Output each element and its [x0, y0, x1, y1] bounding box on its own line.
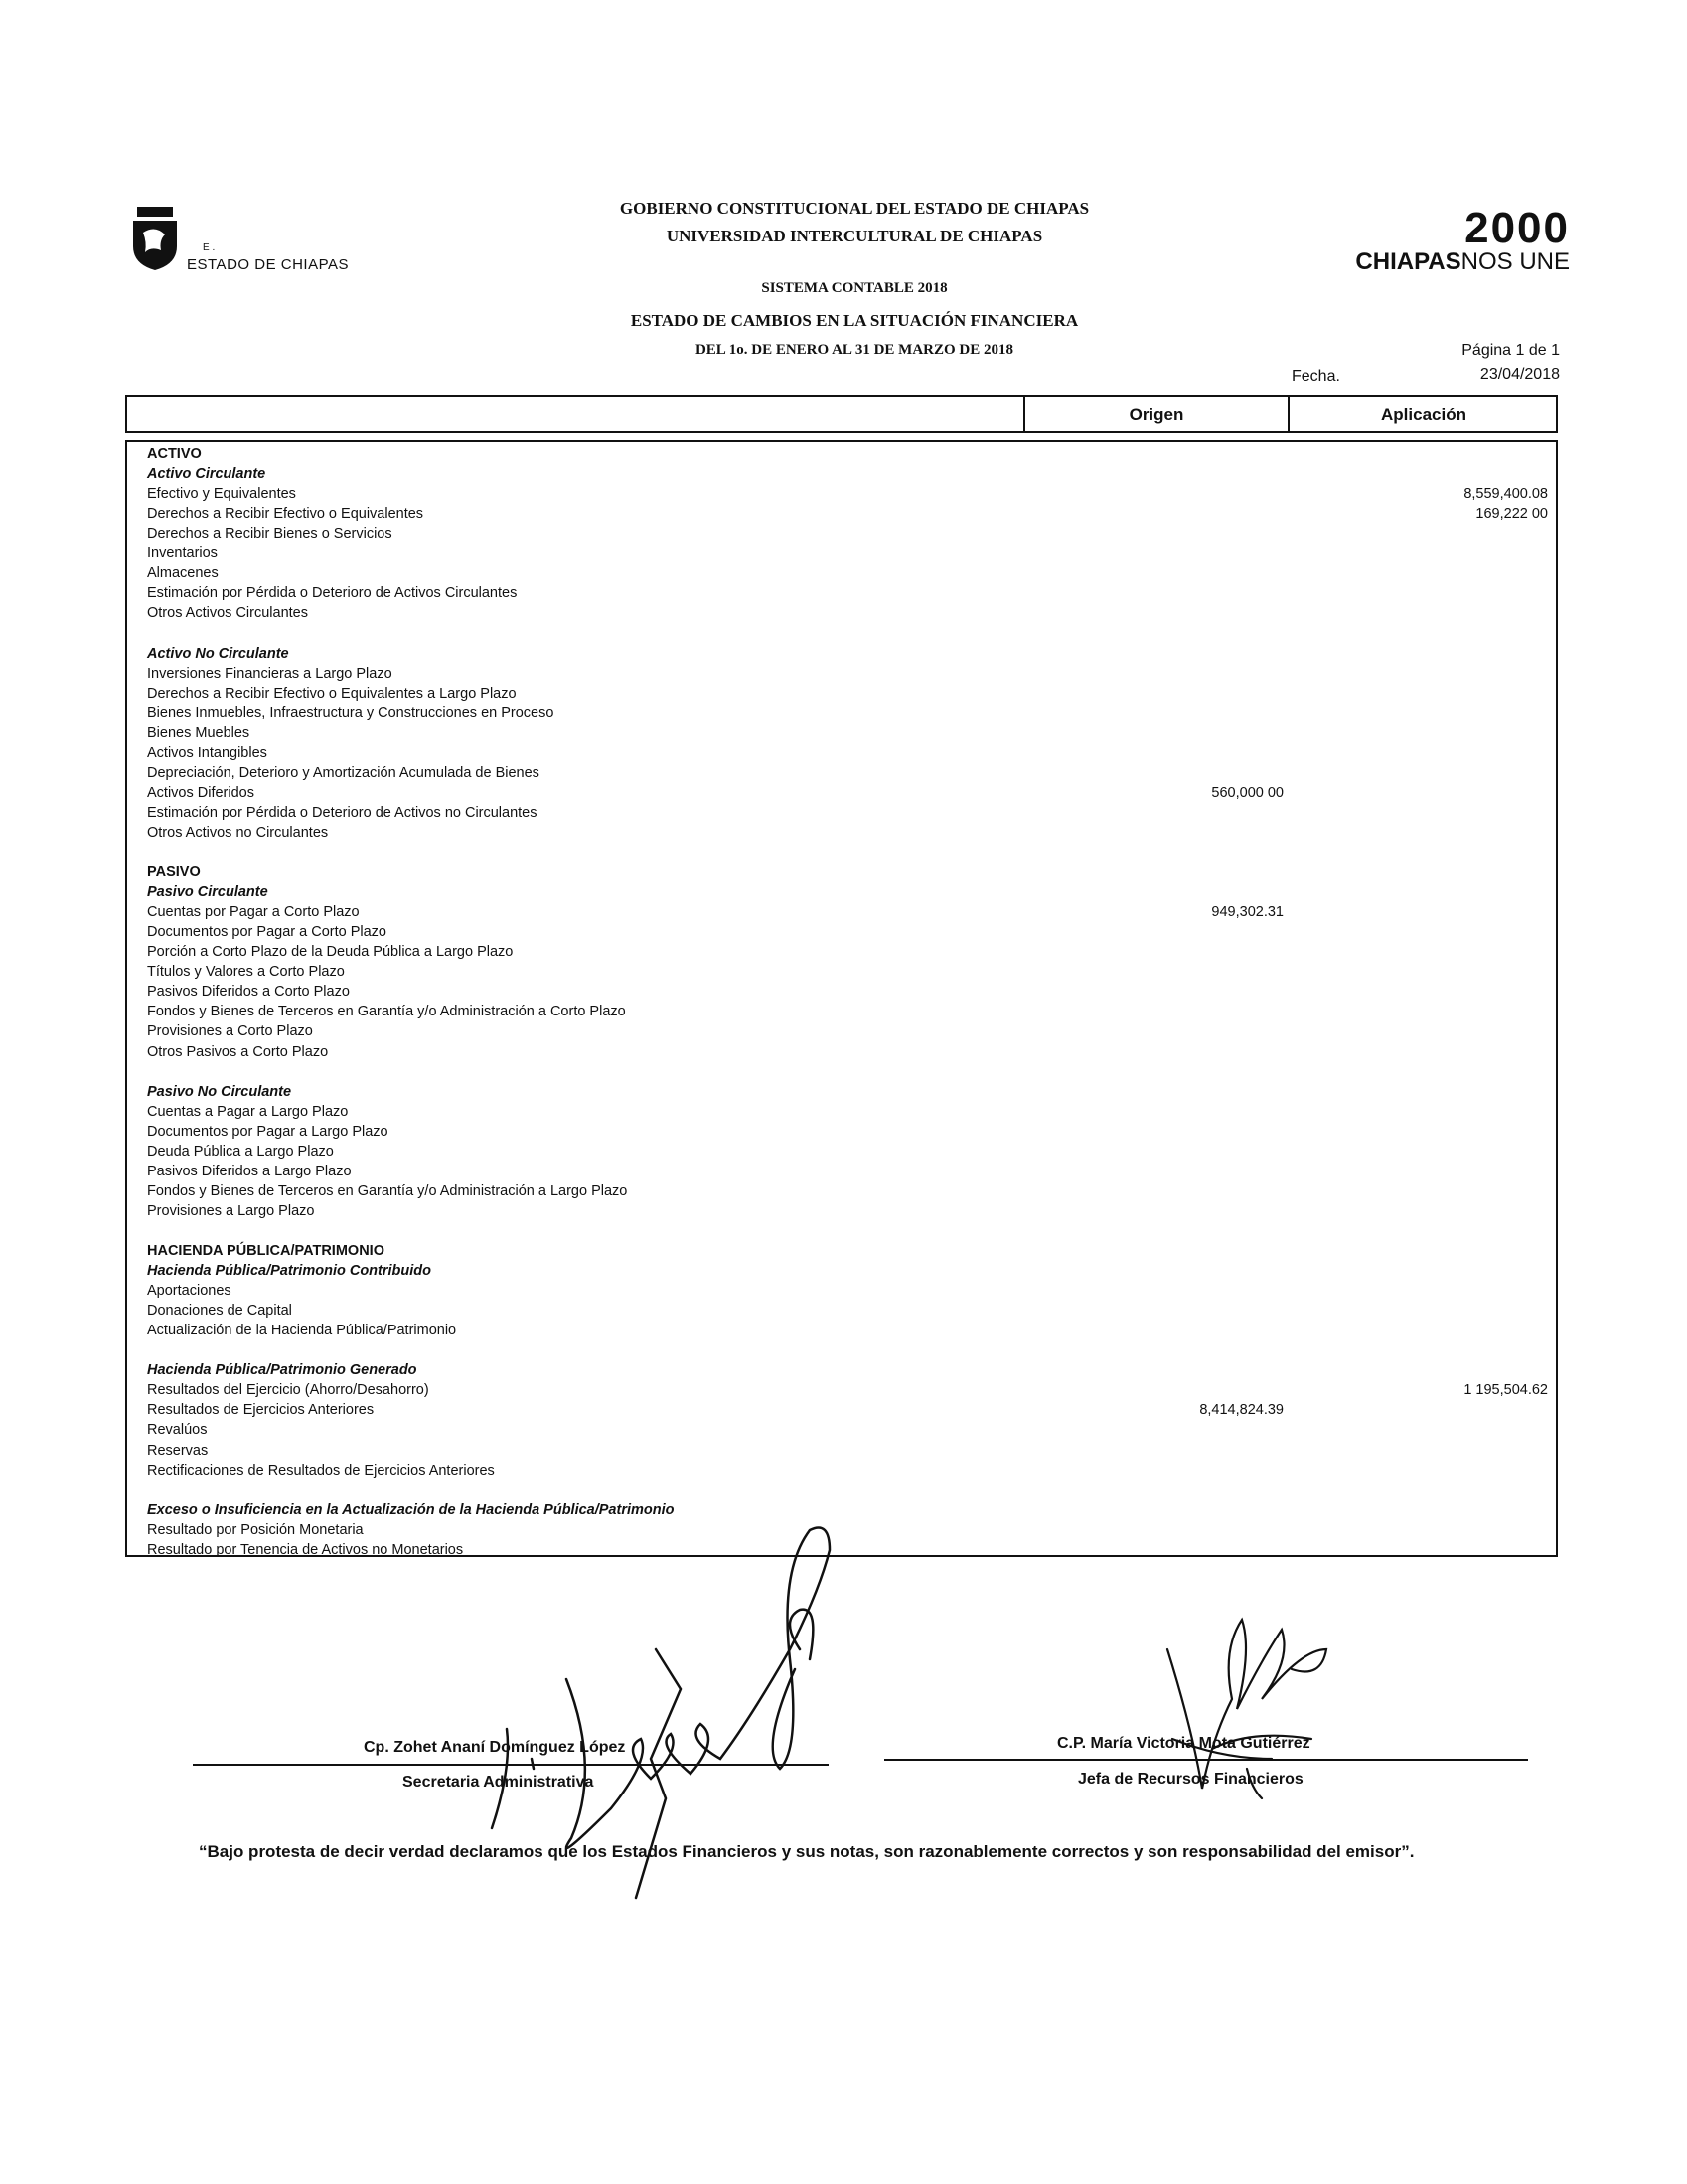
table-row	[127, 1183, 1560, 1203]
brand-slogan	[1321, 248, 1570, 276]
table-row	[127, 585, 1560, 605]
row-label: Bienes Muebles	[147, 724, 250, 741]
subsection-header-row	[127, 1263, 1560, 1283]
financial-table-body	[125, 440, 1558, 1557]
row-label: Reservas	[147, 1442, 209, 1459]
table-row	[127, 825, 1560, 845]
subsection-header-row	[127, 646, 1560, 666]
row-label: Derechos a Recibir Efectivo o Equivalentes a Largo Plazo	[147, 685, 517, 702]
subsection-header-row	[127, 1362, 1560, 1382]
row-label: Activos Diferidos	[147, 784, 254, 801]
row-label: Resultados del Ejercicio (Ahorro/Desahorro)	[147, 1382, 429, 1399]
system-title: SISTEMA CONTABLE 2018	[761, 280, 948, 296]
logo-caption: ESTADO DE CHIAPAS	[187, 256, 349, 273]
row-label: Cuentas por Pagar a Corto Plazo	[147, 904, 360, 921]
origen-value: 949,302.31	[1211, 904, 1284, 921]
table-row	[127, 506, 1560, 526]
table-row	[127, 1443, 1560, 1463]
row-label: Fondos y Bienes de Terceros en Garantía y/o Administración a Largo Plazo	[147, 1182, 628, 1199]
column-header-aplicacion: Aplicación	[1381, 405, 1466, 424]
row-label: Activos Intangibles	[147, 744, 267, 761]
row-label: Pasivos Diferidos a Corto Plazo	[147, 984, 350, 1001]
table-header	[125, 395, 1558, 433]
row-label: Pasivos Diferidos a Largo Plazo	[147, 1163, 352, 1179]
table-row	[127, 1463, 1560, 1482]
subsection-header-row	[127, 884, 1560, 904]
row-label: Almacenes	[147, 565, 219, 582]
table-row	[127, 765, 1560, 785]
row-label: Resultado por Posición Monetaria	[147, 1521, 364, 1538]
row-label: Otros Pasivos a Corto Plazo	[147, 1043, 329, 1060]
table-row	[127, 1104, 1560, 1124]
row-label: Deuda Pública a Largo Plazo	[147, 1143, 334, 1160]
left-signature-line	[193, 1764, 829, 1766]
logo-mark: E .	[203, 242, 216, 253]
right-signer-role: Jefa de Recursos Financieros	[1078, 1771, 1304, 1788]
right-signer-name: C.P. María Victoria Mota Gutiérrez	[1057, 1735, 1310, 1752]
row-label: Actualización de la Hacienda Pública/Patrimonio	[147, 1323, 457, 1339]
row-label: Inversiones Financieras a Largo Plazo	[147, 665, 392, 682]
state-coat-of-arms-logo	[131, 207, 179, 270]
institution-title: UNIVERSIDAD INTERCULTURAL DE CHIAPAS	[666, 227, 1043, 245]
row-label: Otros Activos Circulantes	[147, 605, 308, 622]
table-row	[127, 745, 1560, 765]
table-row	[127, 546, 1560, 565]
row-label: Hacienda Pública/Patrimonio Contribuido	[147, 1263, 431, 1280]
brand-slogan-rest: NOS UNE	[1460, 248, 1570, 275]
report-title: ESTADO DE CAMBIOS EN LA SITUACIÓN FINANCIERA	[630, 311, 1079, 330]
aplicacion-value: 8,559,400.08	[1463, 486, 1548, 503]
table-row	[127, 705, 1560, 725]
row-label: Depreciación, Deterioro y Amortización Acumulada de Bienes	[147, 764, 539, 781]
declaration-statement: “Bajo protesta de decir verdad declaramos que los Estados Financieros y sus notas, son razonablemente correctos y son responsabilidad del emisor”.	[199, 1842, 1415, 1861]
subsection-header-row	[127, 1084, 1560, 1104]
row-label: Pasivo No Circulante	[147, 1083, 292, 1100]
section-header-row	[127, 446, 1560, 466]
row-label: Resultado por Tenencia de Activos no Monetarios	[147, 1541, 464, 1558]
table-row	[127, 1044, 1560, 1064]
row-label: Documentos por Pagar a Corto Plazo	[147, 924, 386, 941]
table-row	[127, 686, 1560, 705]
row-label: Revalúos	[147, 1422, 208, 1439]
aplicacion-value: 169,222 00	[1475, 506, 1548, 523]
row-label: HACIENDA PÚBLICA/PATRIMONIO	[147, 1243, 384, 1259]
table-row	[127, 565, 1560, 585]
brand-year: 2000	[1464, 204, 1570, 252]
table-row	[127, 725, 1560, 745]
brand-logo	[1321, 204, 1570, 276]
section-header-row	[127, 1243, 1560, 1263]
row-label: Otros Activos no Circulantes	[147, 824, 329, 841]
table-row	[127, 666, 1560, 686]
origen-value: 8,414,824.39	[1199, 1402, 1284, 1419]
aplicacion-value: 1 195,504.62	[1463, 1382, 1548, 1399]
table-row	[127, 1402, 1560, 1422]
table-row	[127, 944, 1560, 964]
page-number: Página 1 de 1	[1461, 342, 1560, 359]
row-label: Porción a Corto Plazo de la Deuda Pública a Largo Plazo	[147, 944, 514, 961]
section-header-row	[127, 864, 1560, 884]
table-row	[127, 805, 1560, 825]
row-label: Cuentas a Pagar a Largo Plazo	[147, 1103, 349, 1120]
origen-value: 560,000 00	[1211, 784, 1284, 801]
row-label: Estimación por Pérdida o Deterioro de Activos Circulantes	[147, 585, 518, 602]
table-row	[127, 1203, 1560, 1223]
table-row	[127, 964, 1560, 984]
table-row	[127, 1023, 1560, 1043]
row-label: Efectivo y Equivalentes	[147, 486, 296, 503]
table-row	[127, 1382, 1560, 1402]
column-header-origen: Origen	[1129, 405, 1184, 424]
row-label: Pasivo Circulante	[147, 884, 268, 901]
government-title: GOBIERNO CONSTITUCIONAL DEL ESTADO DE CHIAPAS	[619, 199, 1090, 218]
table-row	[127, 984, 1560, 1004]
table-row	[127, 526, 1560, 546]
row-label: Resultados de Ejercicios Anteriores	[147, 1402, 375, 1419]
row-label: Fondos y Bienes de Terceros en Garantía y/o Administración a Corto Plazo	[147, 1004, 626, 1020]
table-row	[127, 605, 1560, 625]
row-label: Rectificaciones de Resultados de Ejercicios Anteriores	[147, 1462, 495, 1479]
left-signer-name: Cp. Zohet Ananí Domínguez López	[364, 1739, 626, 1756]
row-label: Títulos y Valores a Corto Plazo	[147, 964, 345, 981]
right-signature-line	[884, 1759, 1528, 1761]
table-row	[127, 1303, 1560, 1323]
row-label: PASIVO	[147, 864, 201, 881]
row-label: Activo No Circulante	[147, 645, 289, 662]
report-period: DEL 1o. DE ENERO AL 31 DE MARZO DE 2018	[694, 342, 1014, 358]
row-label: ACTIVO	[147, 446, 202, 462]
date-label: Fecha.	[1292, 368, 1340, 385]
table-row	[127, 1323, 1560, 1342]
table-row	[127, 1144, 1560, 1164]
row-label: Aportaciones	[147, 1283, 231, 1300]
row-label: Documentos por Pagar a Largo Plazo	[147, 1123, 388, 1140]
subsection-header-row	[127, 466, 1560, 486]
row-label: Derechos a Recibir Efectivo o Equivalentes	[147, 506, 424, 523]
table-row	[127, 904, 1560, 924]
left-signer-role: Secretaria Administrativa	[402, 1774, 594, 1791]
table-row	[127, 924, 1560, 944]
row-label: Derechos a Recibir Bienes o Servicios	[147, 526, 392, 543]
row-label: Provisiones a Corto Plazo	[147, 1023, 313, 1040]
table-row	[127, 1283, 1560, 1303]
row-label: Hacienda Pública/Patrimonio Generado	[147, 1362, 417, 1379]
row-label: Activo Circulante	[147, 466, 266, 483]
row-label: Inventarios	[147, 546, 218, 562]
table-row	[127, 1164, 1560, 1183]
row-label: Estimación por Pérdida o Deterioro de Activos no Circulantes	[147, 804, 537, 821]
table-row	[127, 785, 1560, 805]
row-label: Exceso o Insuficiencia en la Actualización de la Hacienda Pública/Patrimonio	[147, 1501, 675, 1518]
row-label: Donaciones de Capital	[147, 1303, 292, 1320]
table-row	[127, 486, 1560, 506]
row-label: Bienes Inmuebles, Infraestructura y Construcciones en Proceso	[147, 704, 554, 721]
table-row	[127, 1124, 1560, 1144]
brand-slogan-bold: CHIAPAS	[1355, 248, 1461, 275]
date-value: 23/04/2018	[1479, 366, 1560, 383]
table-row	[127, 1004, 1560, 1023]
row-label: Provisiones a Largo Plazo	[147, 1202, 315, 1219]
table-row	[127, 1422, 1560, 1442]
